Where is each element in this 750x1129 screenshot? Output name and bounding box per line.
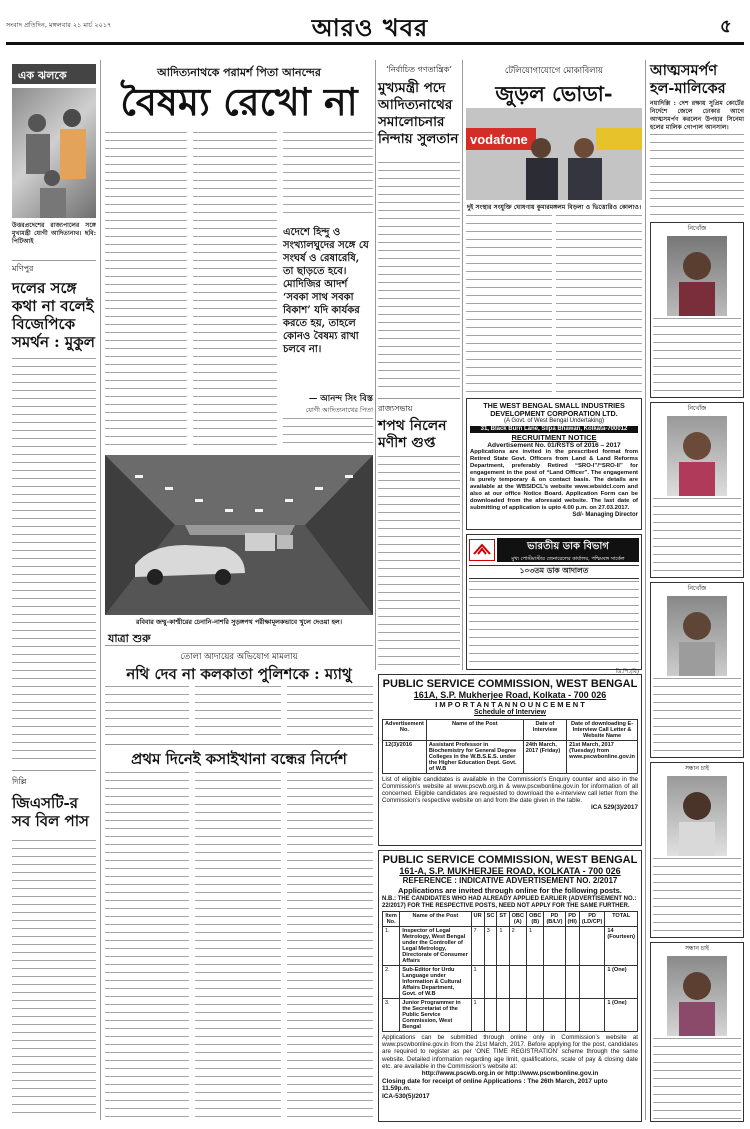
lead-body-col3b	[283, 418, 373, 450]
delhi-label: দিল্লি	[12, 777, 27, 786]
lead-quote: এদেশে হিন্দু ও সংখ্যালঘুদের সঙ্গে যে সংঘর্ষ ও রেষারেষি, তা ছাড়তে হবে। মোদিজির আদর্শ ‘সবকা সাথ সবকা বিকাশ’ যদি কার্যকর করতে হয়, তাহলে কোনও বৈষম্য রাখা চলবে না।	[283, 227, 369, 355]
vodafone-headline: জুড়ল ভোডা-	[495, 81, 613, 106]
psc2-th: TOTAL	[605, 912, 638, 927]
missing-box-5	[650, 942, 744, 1122]
lead-body-col1	[105, 132, 187, 450]
psc2-td: 2.	[383, 966, 400, 999]
post-code: ডি.পি.(বি)	[615, 669, 639, 675]
missing-box-3	[650, 582, 744, 758]
psc2-td: 7	[471, 927, 484, 966]
psc2-td	[579, 999, 605, 1032]
psc2-td	[565, 927, 579, 966]
wbsidc-addr: 31, Black Burn Lane, Silpa Bhawan, Kolkata-700012	[470, 426, 638, 434]
psc1-notice: I M P O R T A N T A N N O U N C E M E N T	[435, 700, 585, 709]
rajyasabha-headline: শপথ নিলেন মণীশ গুপ্ত	[378, 418, 447, 451]
missing-text-4	[653, 858, 741, 936]
psc2-td	[509, 966, 526, 999]
post-notice: ১০৩তম ডাক আদালত	[469, 565, 639, 579]
page-number: ৫	[720, 16, 732, 37]
critic-headline: মুখ্যমন্ত্রী পদে আদিত্যনাথের সমালোচনার নিন্দায় সুলতান	[378, 80, 459, 147]
missing-photo-1	[667, 236, 727, 316]
psc2-th: PD (B/LV)	[544, 912, 565, 927]
lead-quote-sub: যোগী আদিত্যনাথের পিতা	[305, 406, 373, 414]
wbsidc-adv: Advertisement No. 01/RSTS of 2016 – 2017	[487, 441, 621, 449]
wbsidc-ad	[466, 398, 642, 530]
psc1-th: Date of Interview	[523, 719, 566, 740]
rajyasabha-body	[378, 456, 460, 666]
psc2-td	[544, 927, 565, 966]
psc1-title: PUBLIC SERVICE COMMISSION, WEST BENGAL	[382, 678, 638, 690]
missing-photo-3	[667, 596, 727, 676]
post-body	[469, 581, 639, 669]
psc2-td: 1	[471, 999, 484, 1032]
post-title: ভারতীয় ডাক বিভাগ	[527, 541, 609, 552]
psc1-td: 12(3)/2016	[383, 740, 427, 773]
psc2-td	[544, 966, 565, 999]
india-post-logo	[469, 539, 495, 561]
psc1-td: Assistant Professor in Biochemistry for General Degree Colleges in the W.B.S.E.S. under the Higher Education Dept. Govt. of W.B	[426, 740, 523, 773]
psc1-ad	[378, 674, 642, 846]
psc2-title: PUBLIC SERVICE COMMISSION, WEST BENGAL	[382, 854, 638, 866]
psc2-th: OBC (B)	[527, 912, 544, 927]
gst-headline: জিএসটি-র সব বিল পাস	[12, 794, 89, 830]
psc2-td	[497, 999, 509, 1032]
psc2-th: PD (HI)	[565, 912, 579, 927]
psc2-td	[509, 999, 526, 1032]
psc2-td	[565, 966, 579, 999]
psc2-ad	[378, 850, 642, 1122]
kolkata-body-col1	[105, 686, 189, 740]
wbsidc-org: THE WEST BENGAL SMALL INDUSTRIES DEVELOPMENT CORPORATION LTD.	[483, 401, 625, 418]
psc1-th: Date of downloading E-Interview Call Letter & Website Name	[567, 719, 638, 740]
psc2-td: 1.	[383, 927, 400, 966]
psc2-td	[484, 999, 497, 1032]
page-title: আরও খবর	[311, 13, 429, 42]
psc2-td: 1	[471, 966, 484, 999]
psc2-td: 2	[509, 927, 526, 966]
missing-box-1	[650, 222, 744, 398]
missing-box-4	[650, 762, 744, 938]
psc2-td	[544, 999, 565, 1032]
psc2-td: Junior Programmer in the Secretariat of the Public Service Commission, West Bengal	[400, 999, 471, 1032]
lead-headline: বৈষম্য রেখো না	[120, 79, 358, 124]
vodafone-photo	[466, 108, 642, 200]
psc2-th: ST	[497, 912, 509, 927]
psc2-code: ICA-530(5)/2017	[382, 1092, 430, 1100]
masthead-rule	[6, 42, 744, 45]
psc1-code: ICA 529(3)/2017	[590, 804, 638, 812]
psc2-table	[382, 911, 638, 1032]
missing-label: নিখোঁজ	[687, 585, 707, 592]
slaughter-body-col1	[105, 772, 189, 1120]
psc2-th: OBC (A)	[509, 912, 526, 927]
psc2-td: 14 (Fourteen)	[605, 927, 638, 966]
missing-text-1	[653, 318, 741, 396]
psc2-td: 1 (One)	[605, 999, 638, 1032]
psc2-td	[579, 927, 605, 966]
surrender-lead: নয়াদিল্লি : দেশ রক্ষায় সুপ্রিম কোর্টের নির্দেশে জেলে ঢোকার আগে আত্মসমর্পণ করলেন উপহার সিনেমা হলের মালিক গোপাল আনসাল।	[650, 100, 744, 131]
psc2-closing: Closing date for receipt of online Applications : The 26th March, 2017 upto 11.59p.m.	[382, 1077, 608, 1093]
psc2-th: Name of the Post	[400, 912, 471, 927]
missing-label: সন্ধান চাই	[684, 765, 710, 772]
critic-body	[378, 162, 460, 394]
psc2-td	[527, 966, 544, 999]
psc2-td: 1 (One)	[605, 966, 638, 999]
psc1-th: Advertisement No.	[383, 719, 427, 740]
surrender-headline: আত্মসমর্পণ হল-মালিকের	[650, 62, 726, 97]
missing-text-5	[653, 1038, 741, 1120]
psc2-td	[565, 999, 579, 1032]
slaughter-body-col3	[287, 772, 373, 1120]
lead-body-col3	[283, 132, 373, 220]
rajyasabha-label: রাজ্যসভায়	[378, 404, 413, 413]
missing-text-2	[653, 498, 741, 576]
missing-label: নিখোঁজ	[687, 225, 707, 232]
psc2-td	[497, 966, 509, 999]
psc2-td: 3	[484, 927, 497, 966]
governor-photo	[12, 88, 96, 218]
surrender-body	[650, 134, 744, 216]
psc1-table	[382, 719, 638, 774]
wbsidc-notice: RECRUITMENT NOTICE	[511, 433, 597, 443]
missing-label: নিখোঁজ	[687, 405, 707, 412]
psc1-th: Name of the Post	[426, 719, 523, 740]
missing-label: সন্ধান চাই	[684, 945, 710, 952]
psc2-body: Applications can be submitted through online only in Commission’s website at www.pscwbonline.gov.in from the 21st March, 2017. Before applying for the post, candidates are required to register as per ‘ONE TIME REGISTRATION’ scheme through the same website. Detailed information regarding age limit, qualifications, scale of pay & closing date etc. are available in the Commission’s website at:	[382, 1034, 638, 1070]
tunnel-photo	[105, 455, 373, 615]
vodafone-body-col2	[556, 215, 642, 393]
masthead-date: সংবাদ প্রতিদিন, মঙ্গলবার ২১ মার্চ ২০১৭	[6, 21, 112, 29]
tunnel-caption: রবিবার জম্মু-কাশ্মীরের চেনানি-নাশরি সুড়ঙ্গপথ পরীক্ষামূলকভাবে খুলে দেওয়া হল।	[136, 618, 342, 626]
vodafone-body-col1	[466, 215, 552, 393]
slaughter-body-col2	[195, 772, 281, 1120]
manipur-label: মণিপুর	[12, 264, 34, 273]
wbsidc-sign: Sd/- Managing Director	[572, 511, 638, 518]
psc2-td: Inspector of Legal Metrology, West Bengal under the Controller of Legal Metrology, Directorate of Consumer Affairs	[400, 927, 471, 966]
psc2-td	[579, 966, 605, 999]
psc2-th: UR	[471, 912, 484, 927]
missing-photo-4	[667, 776, 727, 856]
lead-body-col2	[193, 132, 277, 450]
post-ad	[466, 534, 642, 675]
psc1-body: List of eligible candidates is available in the Commission’s Enquiry counter and also in the Commission’s website at www.pscwb.org.in & www.pscwbonline.gov.in for information of all concerned. Eligible candidates are requested to download the e-interview call letter from the Commission’s respective website on and from the date given in the table.	[382, 775, 638, 805]
missing-text-3	[653, 678, 741, 756]
psc2-td: 1	[527, 927, 544, 966]
psc2-th: PD (LD/CP)	[579, 912, 605, 927]
governor-caption: উত্তরপ্রদেশের রাজ্যপালের সঙ্গে মুখ্যমন্ত্রী যোগী আদিত্যনাথ। ছবি: পিটিআই	[12, 222, 96, 245]
missing-photo-5	[667, 956, 727, 1036]
kolkata-headline: নথি দেব না কলকাতা পুলিশকে : ম্যাথু	[126, 665, 352, 683]
gst-body	[12, 840, 96, 1120]
manipur-headline: দলের সঙ্গে কথা না বলেই বিজেপিকে সমর্থন : মুকুল	[12, 279, 95, 351]
post-sub: মুখ্য পোস্টমাস্টার জেনারেলের কার্যালয়, পশ্চিমবঙ্গ সার্কেল	[511, 556, 625, 562]
psc2-addr: 161-A, S.P. MUKHERJEE ROAD, KOLKATA - 700 026	[399, 866, 621, 876]
psc1-td: 24th March, 2017 (Friday)	[523, 740, 566, 773]
psc1-td: 21st March, 2017 (Tuesday) from www.pscwbonline.gov.in	[567, 740, 638, 773]
psc2-invite: Applications are invited through online for the following posts.	[398, 886, 622, 895]
svg-text:vodafone: vodafone	[470, 132, 528, 147]
psc2-nb: N.B.: THE CANDIDATES WHO HAD ALREADY APPLIED EARLIER (ADVERTISEMENT NO.: 22/2017) FOR THE RESPECTIVE POSTS, NEED NOT APPLY FOR THE SAME FURTHER.	[382, 896, 637, 909]
psc2-td: 1	[497, 927, 509, 966]
lead-quote-by: — আনন্দ সিং বিস্ত	[308, 394, 373, 404]
psc2-ref: REFERENCE : INDICATIVE ADVERTISEMENT NO. 2/2017	[402, 876, 618, 885]
psc2-th: Item No.	[383, 912, 400, 927]
kolkata-body-col2	[195, 686, 281, 740]
wbsidc-sub: (A Govt. of West Bengal Undertaking)	[504, 418, 604, 424]
psc1-addr: 161A, S.P. Mukherjee Road, Kolkata - 700 026	[413, 690, 607, 700]
psc2-td	[484, 966, 497, 999]
vodafone-caption: দুই সংস্থার সংযুক্তি ঘোষণায় কুমারমঙ্গলম বিড়লা ও ভিত্তোরিও কোলাও।	[466, 204, 642, 211]
kolkata-body-col3	[287, 686, 373, 740]
tunnel-tag: যাত্রা শুরু	[108, 632, 151, 645]
kolkata-kicker: তোলা আদায়ের অভিযোগ মামলায়	[180, 652, 298, 662]
manipur-body	[12, 358, 96, 764]
slaughter-headline: প্রথম দিনেই কসাইখানা বন্ধের নির্দেশ	[131, 750, 347, 768]
missing-box-2	[650, 402, 744, 578]
critic-kicker: ‘নির্বাচিত গণতান্ত্রিক’	[386, 65, 452, 74]
wbsidc-body: Applications are invited in the prescribed format from Retired State Govt. Officers from Land & Land Reforms Department, preferably Retired “SRO-I”/“SRO-II” for engagement in the post of “Land Officer”. The engagement is purely temporary & on contact basis. The details are available at the WBSIDCL’s website www.wbsidcl.com and also at our office Notice Board. Application Form can be downloaded from the aforesaid website. The last date of submitting of application is upto 4.00 p.m. on 27.03.2017.	[470, 449, 638, 511]
psc2-td	[527, 999, 544, 1032]
psc2-th: SC	[484, 912, 497, 927]
psc2-td: Sub-Editor for Urdu Language under Information & Cultural Affairs Department, Govt. of W.B	[400, 966, 471, 999]
psc2-td: 3.	[383, 999, 400, 1032]
missing-photo-2	[667, 416, 727, 496]
psc2-sites: http://www.pscwb.org.in or http://www.pscwbonline.gov.in	[421, 1070, 599, 1078]
lead-kicker: আদিত্যনাথকে পরামর্শ পিতা আনন্দের	[157, 66, 321, 79]
vodafone-kicker: টেলিযোগাযোগে মোকাবিলায়	[504, 66, 604, 76]
psc1-schedule: Schedule of Interview	[474, 709, 546, 716]
ek-jhalke-label: এক ঝলকে	[12, 64, 96, 84]
